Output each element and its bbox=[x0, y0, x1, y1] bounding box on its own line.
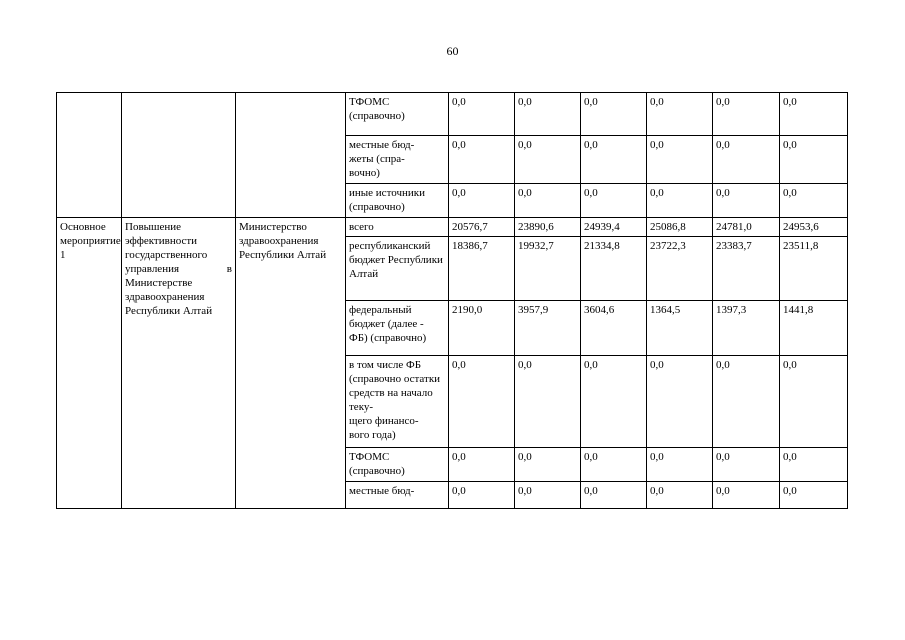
funding-source: ТФОМС (справочно) bbox=[346, 448, 449, 482]
value-cell: 0,0 bbox=[581, 136, 647, 184]
value-cell: 1364,5 bbox=[647, 301, 713, 356]
value-cell: 2190,0 bbox=[449, 301, 515, 356]
value-cell: 23383,7 bbox=[713, 237, 780, 301]
value-cell: 0,0 bbox=[449, 93, 515, 136]
value-cell: 0,0 bbox=[515, 482, 581, 509]
value-cell: 0,0 bbox=[515, 356, 581, 448]
value-cell: 0,0 bbox=[780, 136, 848, 184]
funding-source bbox=[346, 356, 449, 448]
value-cell: 0,0 bbox=[713, 93, 780, 136]
value-cell: 3957,9 bbox=[515, 301, 581, 356]
value-cell: 24781,0 bbox=[713, 218, 780, 237]
value-cell: 20576,7 bbox=[449, 218, 515, 237]
value-cell: 0,0 bbox=[647, 482, 713, 509]
value-cell: 0,0 bbox=[581, 448, 647, 482]
value-cell: 0,0 bbox=[713, 482, 780, 509]
value-cell: 23511,8 bbox=[780, 237, 848, 301]
value-cell: 0,0 bbox=[515, 136, 581, 184]
value-cell: 0,0 bbox=[780, 448, 848, 482]
value-cell: 23722,3 bbox=[647, 237, 713, 301]
value-cell: 0,0 bbox=[449, 356, 515, 448]
value-cell: 3604,6 bbox=[581, 301, 647, 356]
value-cell: 0,0 bbox=[449, 136, 515, 184]
funding-source: федеральный бюджет (далее - ФБ) (справочно) bbox=[346, 301, 449, 356]
value-cell: 0,0 bbox=[713, 136, 780, 184]
funding-source: республиканский бюджет Республики Алтай bbox=[346, 237, 449, 301]
value-cell: 0,0 bbox=[780, 356, 848, 448]
value-cell: 24953,6 bbox=[780, 218, 848, 237]
value-cell: 0,0 bbox=[449, 448, 515, 482]
empty-cell bbox=[236, 93, 346, 218]
value-cell: 1441,8 bbox=[780, 301, 848, 356]
activity-title: Повышение эффективности государственного управления в Министерстве здравоохранения Республики Алтай bbox=[122, 218, 236, 509]
source-line: в том числе ФБ (справочно остатки средств на начало теку- щего финансо- вого года) bbox=[349, 359, 441, 441]
activity-executor: Министерство здравоохранения Республики Алтай bbox=[236, 218, 346, 509]
value-cell: 0,0 bbox=[647, 93, 713, 136]
value-cell: 24939,4 bbox=[581, 218, 647, 237]
funding-source bbox=[346, 136, 449, 184]
funding-table bbox=[56, 92, 848, 509]
source-line: местные бюд- жеты (спра- вочно) bbox=[349, 139, 415, 179]
value-cell: 21334,8 bbox=[581, 237, 647, 301]
value-cell: 0,0 bbox=[515, 93, 581, 136]
activity-name: Основное мероприятие 1 bbox=[57, 218, 122, 509]
value-cell: 0,0 bbox=[515, 184, 581, 218]
value-cell: 0,0 bbox=[647, 184, 713, 218]
value-cell: 0,0 bbox=[581, 482, 647, 509]
table-row bbox=[57, 218, 848, 237]
value-cell: 0,0 bbox=[647, 356, 713, 448]
funding-source: ТФОМС (справочно) bbox=[346, 93, 449, 136]
value-cell: 0,0 bbox=[780, 482, 848, 509]
value-cell: 0,0 bbox=[713, 448, 780, 482]
value-cell: 0,0 bbox=[780, 93, 848, 136]
value-cell: 0,0 bbox=[713, 184, 780, 218]
value-cell: 18386,7 bbox=[449, 237, 515, 301]
value-cell: 0,0 bbox=[449, 482, 515, 509]
page-number: 60 bbox=[446, 44, 459, 58]
table-row bbox=[57, 93, 848, 136]
value-cell: 0,0 bbox=[449, 184, 515, 218]
funding-source: всего bbox=[346, 218, 449, 237]
value-cell: 25086,8 bbox=[647, 218, 713, 237]
value-cell: 1397,3 bbox=[713, 301, 780, 356]
value-cell: 0,0 bbox=[647, 448, 713, 482]
value-cell: 0,0 bbox=[581, 356, 647, 448]
empty-cell bbox=[122, 93, 236, 218]
value-cell: 19932,7 bbox=[515, 237, 581, 301]
value-cell: 0,0 bbox=[780, 184, 848, 218]
value-cell: 0,0 bbox=[515, 448, 581, 482]
value-cell: 23890,6 bbox=[515, 218, 581, 237]
value-cell: 0,0 bbox=[581, 184, 647, 218]
funding-source: местные бюд- bbox=[346, 482, 449, 509]
empty-cell bbox=[57, 93, 122, 218]
funding-source: иные источники (справочно) bbox=[346, 184, 449, 218]
value-cell: 0,0 bbox=[647, 136, 713, 184]
value-cell: 0,0 bbox=[713, 356, 780, 448]
value-cell: 0,0 bbox=[581, 93, 647, 136]
